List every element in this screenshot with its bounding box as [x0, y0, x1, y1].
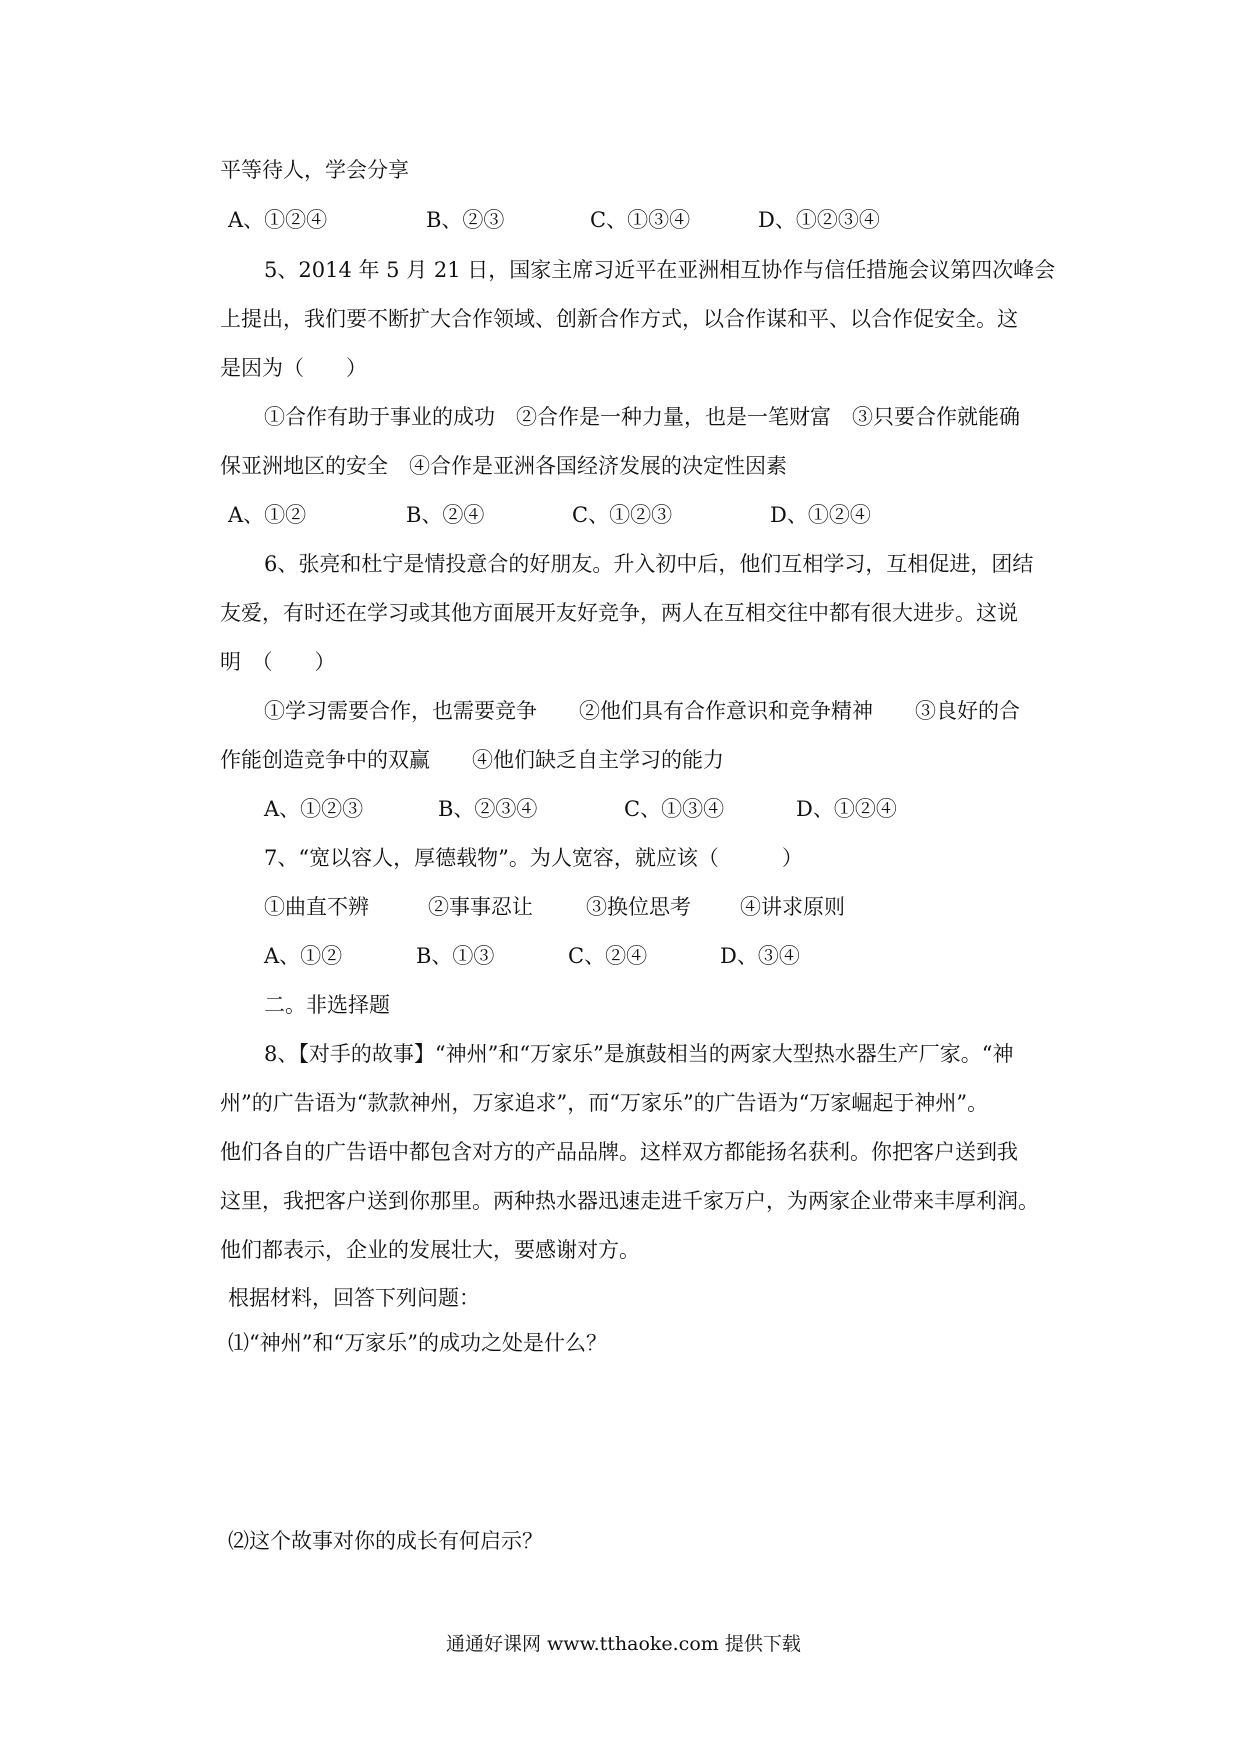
q5-line: 保亚洲地区的安全 ④合作是亚洲各国经济发展的决定性因素 [220, 454, 787, 478]
q7-line: 7、“宽以容人，厚德载物”。为人宽容，就应该（ ） [264, 846, 803, 870]
q8-line: 这里，我把客户送到你那里。两种热水器迅速走进千家万户，为两家企业带来丰厚利润。 [220, 1189, 1039, 1213]
option-a: A、①②③ [264, 797, 364, 821]
option-a: A、①② [264, 944, 343, 968]
statement: ②事事忍让 [428, 895, 533, 919]
option-d: D、①②④ [796, 797, 897, 821]
option-c: C、②④ [568, 944, 648, 968]
option-d: D、③④ [720, 944, 800, 968]
option-a: A、①② [228, 503, 307, 527]
q6-line: 作能创造竞争中的双赢 ④他们缺乏自主学习的能力 [220, 748, 724, 772]
q6-line: 友爱，有时还在学习或其他方面展开友好竞争，两人在互相交往中都有很大进步。这说 [220, 601, 1018, 625]
q5-line: 5、2014 年 5 月 21 日，国家主席习近平在亚洲相互协作与信任措施会议第四次峰会 [264, 258, 1056, 282]
option-b: B、②③ [426, 208, 505, 232]
option-b: B、②④ [406, 503, 485, 527]
option-a: A、①②④ [228, 208, 328, 232]
q6-line: 明 （ ） [220, 650, 336, 674]
text-line: 平等待人，学会分享 [220, 158, 409, 182]
option-d: D、①②④ [770, 503, 871, 527]
q8-subquestion-2: ⑵这个故事对你的成长有何启示？ [228, 1529, 543, 1553]
q8-line: 州”的广告语为“款款神州，万家追求”，而“万家乐”的广告语为“万家崛起于神州”。 [220, 1091, 989, 1115]
option-c: C、①②③ [572, 503, 673, 527]
q8-line: 8、【对手的故事】“神州”和“万家乐”是旗鼓相当的两家大型热水器生产厂家。“神 [264, 1042, 1014, 1066]
q8-prompt: 根据材料，回答下列问题： [228, 1286, 480, 1310]
q8-line: 他们各自的广告语中都包含对方的产品品牌。这样双方都能扬名获利。你把客户送到我 [220, 1140, 1018, 1164]
option-b: B、①③ [416, 944, 495, 968]
statement: ③换位思考 [586, 895, 691, 919]
statement: ①曲直不辨 [264, 895, 369, 919]
section-heading: 二。非选择题 [264, 993, 390, 1017]
q6-line: ①学习需要合作，也需要竞争 ②他们具有合作意识和竞争精神 ③良好的合 [264, 699, 1020, 723]
q5-line: 上提出，我们要不断扩大合作领域、创新合作方式，以合作谋和平、以合作促安全。这 [220, 307, 1018, 331]
q5-line: ①合作有助于事业的成功 ②合作是一种力量，也是一笔财富 ③只要合作就能确 [264, 405, 1020, 429]
q6-line: 6、张亮和杜宁是情投意合的好朋友。升入初中后，他们互相学习，互相促进，团结 [264, 552, 1034, 576]
option-c: C、①③④ [624, 797, 725, 821]
q8-line: 他们都表示，企业的发展壮大，要感谢对方。 [220, 1238, 640, 1262]
option-d: D、①②③④ [758, 208, 880, 232]
option-b: B、②③④ [438, 797, 538, 821]
q8-subquestion-1: ⑴“神州”和“万家乐”的成功之处是什么？ [228, 1331, 607, 1355]
footer-text: 通通好课网 www.tthaoke.com 提供下载 [446, 1633, 801, 1655]
q5-line: 是因为（ ） [220, 356, 367, 380]
option-c: C、①③④ [590, 208, 691, 232]
statement: ④讲求原则 [740, 895, 845, 919]
